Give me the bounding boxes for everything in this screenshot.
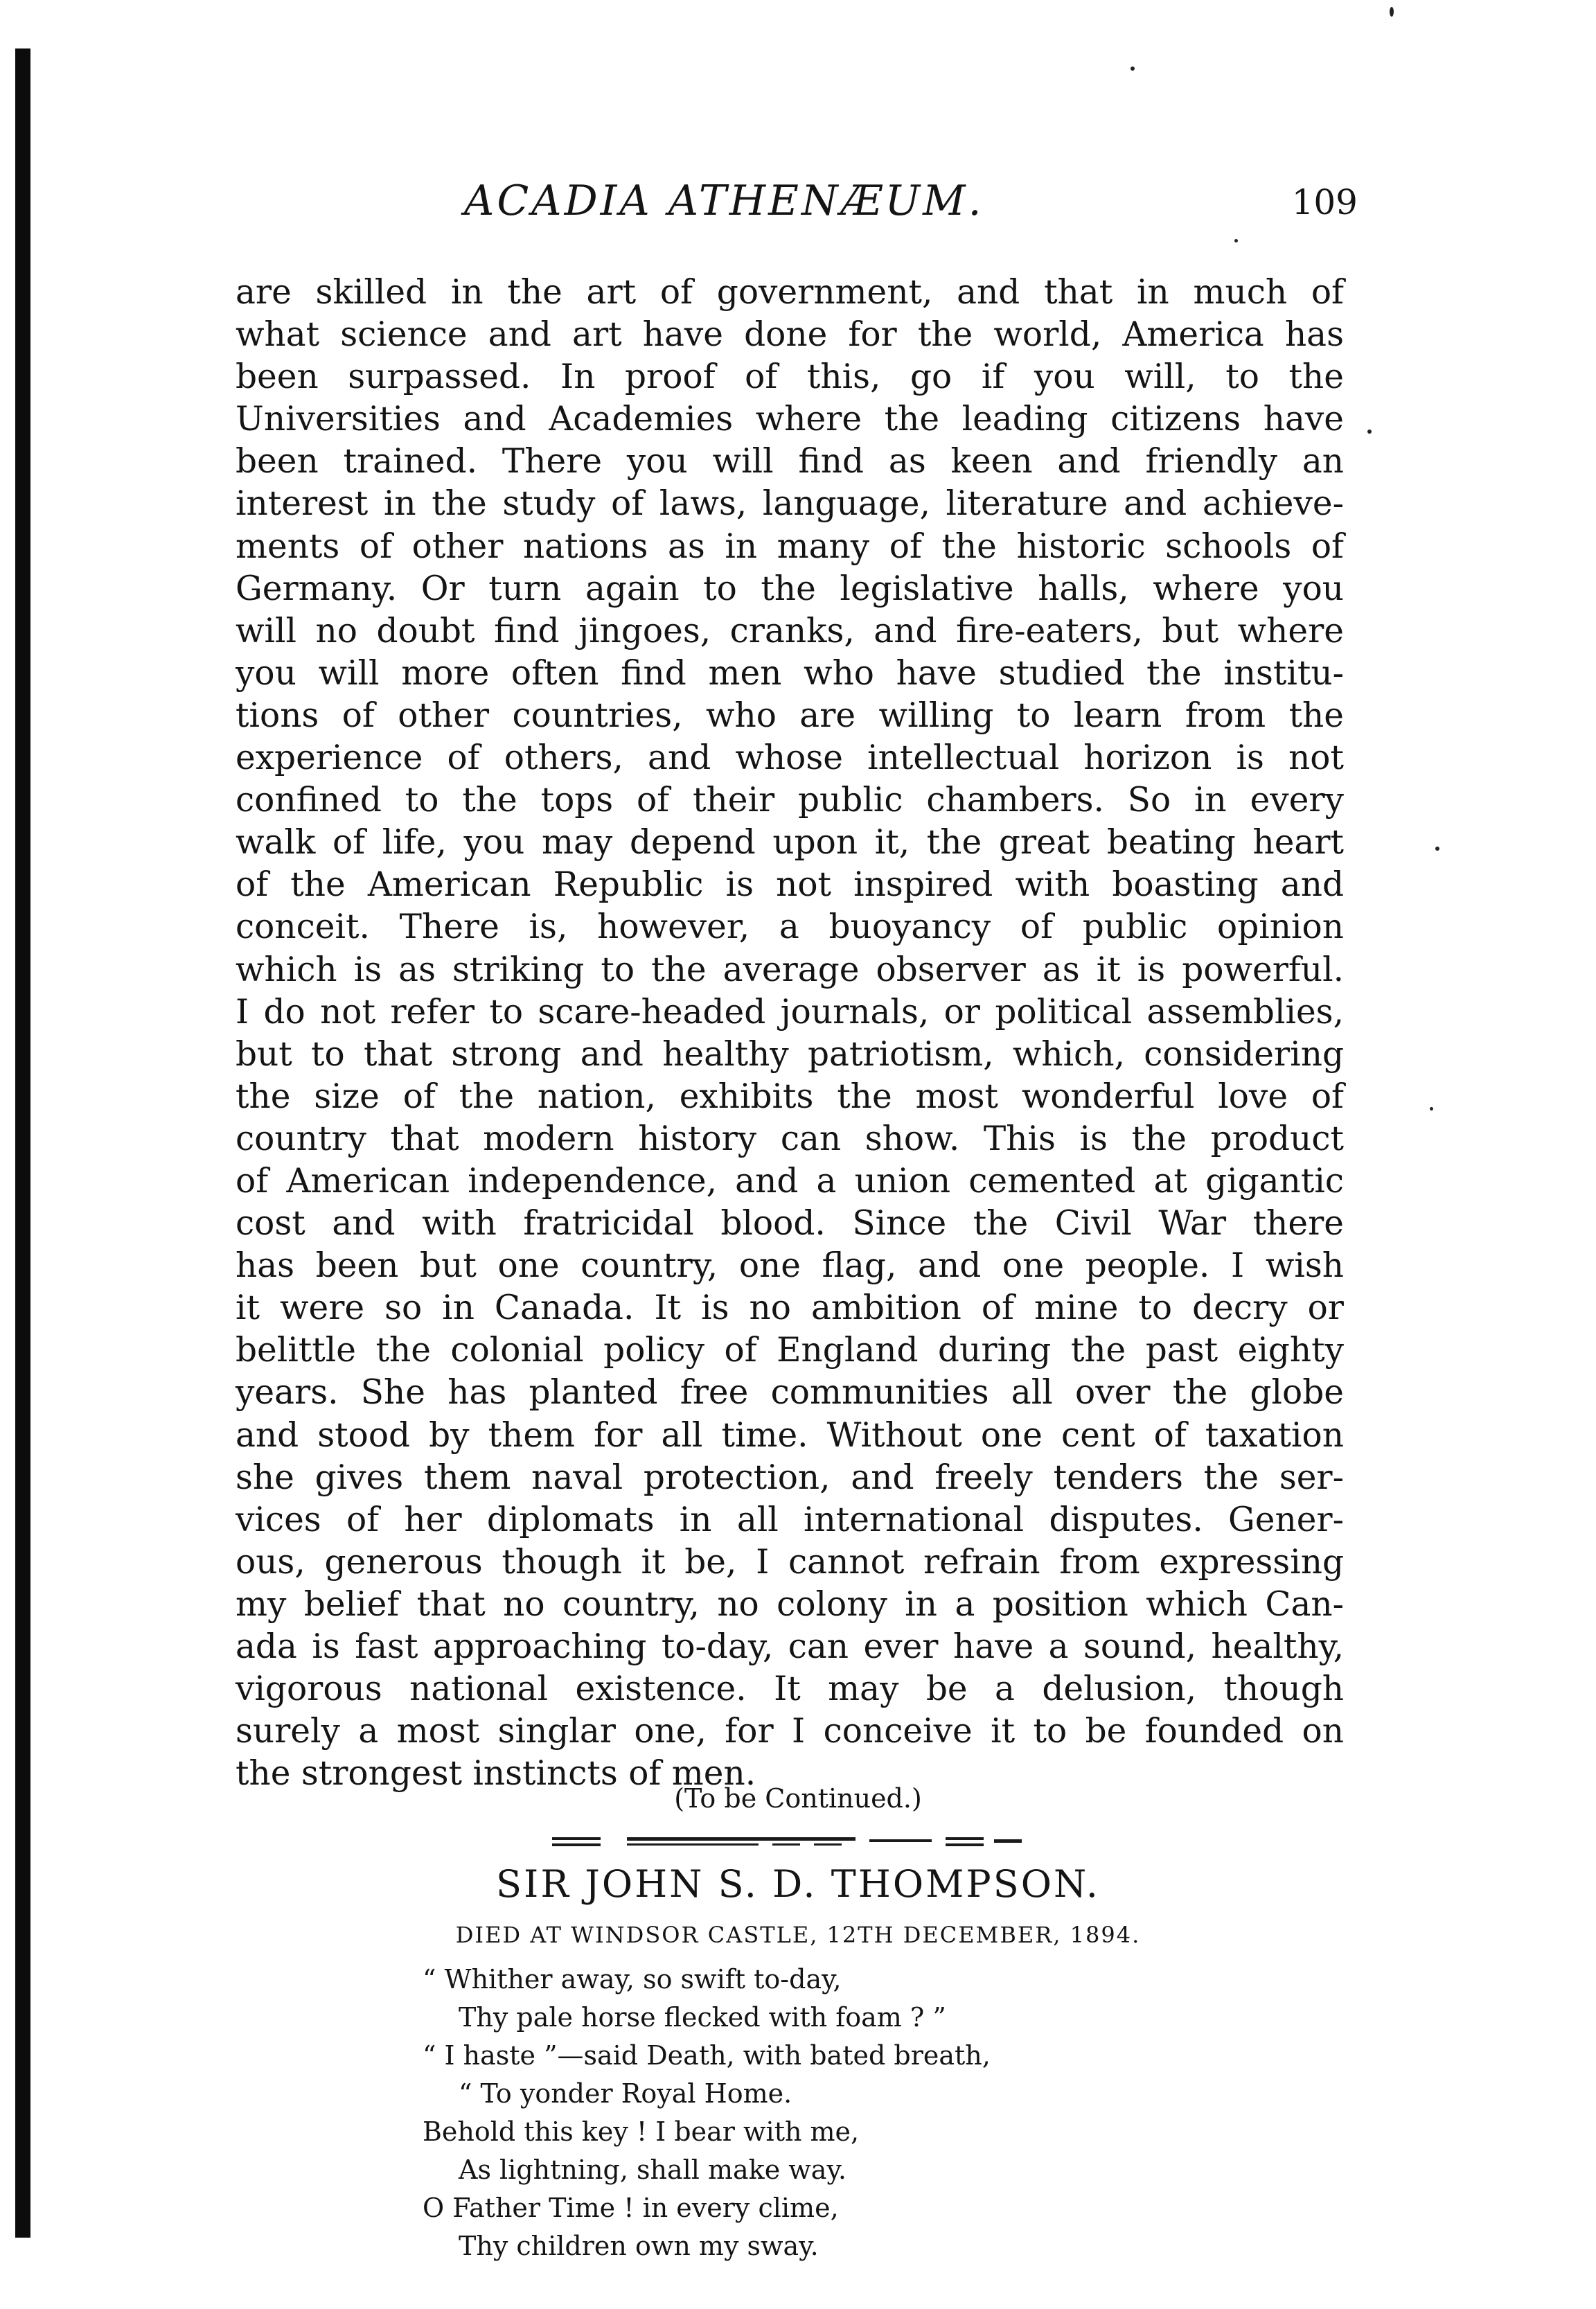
text-line: ments of other nations as in many of the historic schools of bbox=[236, 527, 1344, 566]
text-line: Universities and Academies where the leading citizens have bbox=[236, 400, 1344, 439]
text-line: vigorous national existence. It may be a delusion, though bbox=[236, 1670, 1344, 1709]
text-line: tions of other countries, who are willing to learn from the bbox=[236, 696, 1344, 735]
poem-line: As lightning, shall make way. bbox=[459, 2155, 846, 2185]
text-line: my belief that no country, no colony in a position which Can- bbox=[236, 1584, 1344, 1624]
text-line: are skilled in the art of government, and that in much of bbox=[236, 273, 1344, 312]
text-line: of American independence, and a union cemented at gigantic bbox=[236, 1161, 1344, 1201]
ink-speck bbox=[1430, 1107, 1433, 1111]
text-line: what science and art have done for the world, America has bbox=[236, 315, 1344, 355]
text-line: walk of life, you may depend upon it, the great beating heart bbox=[236, 823, 1344, 862]
ink-speck bbox=[1390, 7, 1394, 17]
text-line: Germany. Or turn again to the legislative halls, where you bbox=[236, 569, 1344, 608]
text-line: will no doubt find jingoes, cranks, and fire-eaters, but where bbox=[236, 611, 1344, 651]
text-line: ada is fast approaching to-day, can ever have a sound, healthy, bbox=[236, 1627, 1344, 1666]
text-line: experience of others, and whose intellectual horizon is not bbox=[236, 738, 1344, 778]
page-number: 109 bbox=[1291, 182, 1358, 222]
text-line: has been but one country, one flag, and one people. I wish bbox=[236, 1246, 1344, 1286]
text-line: surely a most singlar one, for I conceive it to be founded on bbox=[236, 1712, 1344, 1751]
text-line: you will more often find men who have studied the institu- bbox=[236, 653, 1344, 693]
page-header bbox=[236, 177, 1358, 239]
poem-line: Behold this key ! I bear with me, bbox=[423, 2116, 860, 2147]
page-binding-edge bbox=[15, 48, 30, 2238]
text-line: but to that strong and healthy patriotism, which, considering bbox=[236, 1034, 1344, 1074]
poem-line: Thy pale horse flecked with foam ? ” bbox=[459, 2002, 946, 2033]
poem-line: “ Whither away, so swift to-day, bbox=[423, 1964, 842, 1994]
ink-speck bbox=[1234, 239, 1238, 242]
poem-body bbox=[423, 1961, 991, 2265]
running-title: ACADIA ATHENÆUM. bbox=[464, 177, 984, 225]
poem-line: Thy children own my sway. bbox=[459, 2231, 819, 2261]
poem-line: O Father Time ! in every clime, bbox=[423, 2193, 839, 2223]
text-line: been surpassed. In proof of this, go if you will, to the bbox=[236, 357, 1344, 397]
text-line: country that modern history can show. This is the product bbox=[236, 1119, 1344, 1158]
poem-line: “ To yonder Royal Home. bbox=[459, 2078, 792, 2109]
text-line: and stood by them for all time. Without one cent of taxation bbox=[236, 1415, 1344, 1455]
poem-line: “ I haste ”—said Death, with bated breath, bbox=[423, 2040, 991, 2071]
text-line: she gives them naval protection, and freely tenders the ser- bbox=[236, 1458, 1344, 1497]
text-line: I do not refer to scare-headed journals, or political assemblies, bbox=[236, 992, 1344, 1032]
article-body bbox=[236, 272, 1344, 1795]
decorative-rule bbox=[551, 1834, 1036, 1850]
text-line: confined to the tops of their public chambers. So in every bbox=[236, 781, 1344, 820]
poem-title: SIR JOHN S. D. THOMPSON. bbox=[496, 1862, 1100, 1906]
text-line: cost and with fratricidal blood. Since the Civil War there bbox=[236, 1204, 1344, 1244]
ink-speck bbox=[1367, 430, 1372, 434]
text-line: belittle the colonial policy of England during the past eighty bbox=[236, 1331, 1344, 1370]
text-line: interest in the study of laws, language, literature and achieve- bbox=[236, 484, 1344, 524]
text-line: of the American Republic is not inspired with boasting and bbox=[236, 865, 1344, 905]
poem-subtitle: DIED AT WINDSOR CASTLE, 12TH DECEMBER, 1894. bbox=[455, 1922, 1141, 1948]
text-line: which is as striking to the average observer as it is powerful. bbox=[236, 950, 1344, 989]
text-line: conceit. There is, however, a buoyancy of public opinion bbox=[236, 908, 1344, 947]
text-line: it were so in Canada. It is no ambition of mine to decry or bbox=[236, 1289, 1344, 1328]
ink-speck bbox=[1130, 67, 1135, 71]
text-line: the strongest instincts of men. bbox=[236, 1754, 756, 1794]
text-line: the size of the nation, exhibits the most wonderful love of bbox=[236, 1077, 1344, 1116]
text-line: ous, generous though it be, I cannot refrain from expressing bbox=[236, 1542, 1344, 1582]
text-line: years. She has planted free communities all over the globe bbox=[236, 1373, 1344, 1413]
ink-speck bbox=[1435, 847, 1439, 851]
text-line: vices of her diplomats in all international disputes. Gener- bbox=[236, 1500, 1344, 1539]
continued-note: (To be Continued.) bbox=[674, 1783, 922, 1814]
text-line: been trained. There you will find as keen and friendly an bbox=[236, 442, 1344, 481]
